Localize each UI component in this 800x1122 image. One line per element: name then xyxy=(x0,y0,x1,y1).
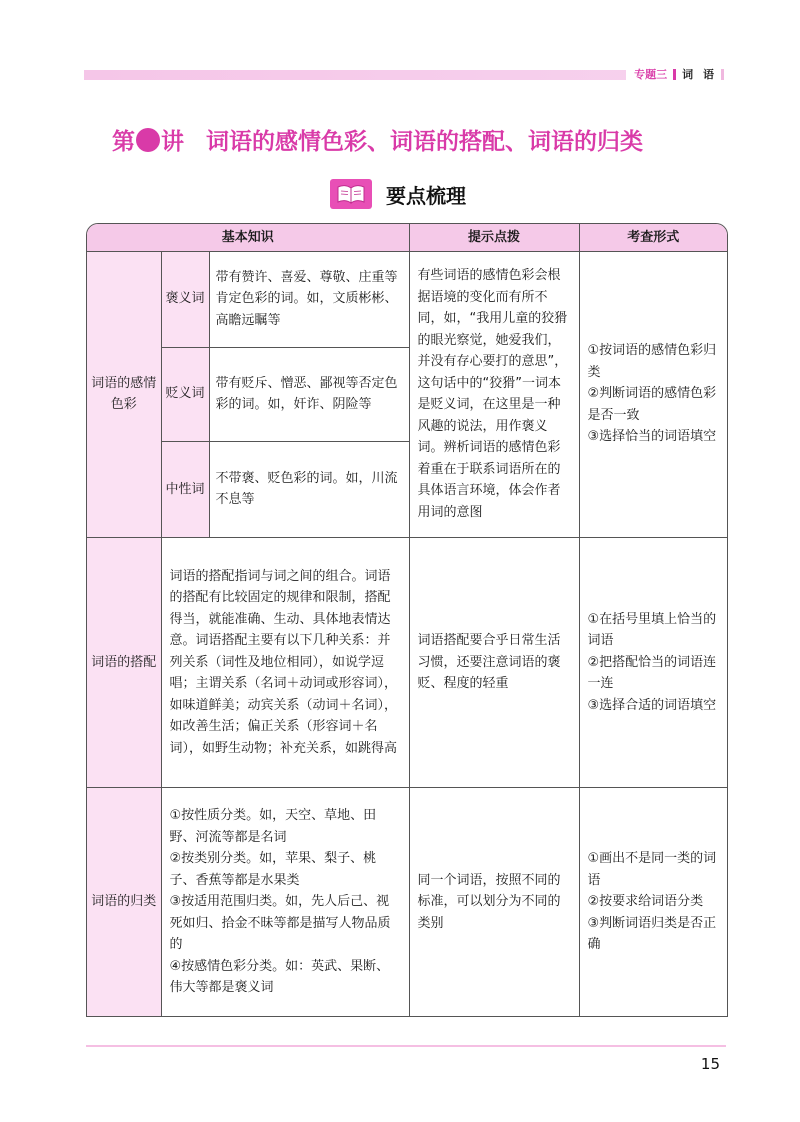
category-classification: 词语的归类 xyxy=(87,788,161,1016)
footer-line xyxy=(86,1045,726,1047)
header-divider xyxy=(673,69,676,80)
header-end-mark xyxy=(721,69,724,80)
running-header xyxy=(626,64,728,84)
subtype-neutral: 中性词 xyxy=(161,441,209,537)
form-item: ②判断词语的感情色彩是否一致 xyxy=(587,386,717,423)
page-number: 15 xyxy=(700,1055,720,1073)
tip-classification: 同一个词语，按照不同的标准，可以划分为不同的类别 xyxy=(409,788,579,1016)
subtype-derogatory: 贬义词 xyxy=(161,347,209,441)
form-item: ③选择恰当的词语填空 xyxy=(587,429,717,445)
lesson-number-badge xyxy=(136,128,160,152)
topic-label: 词 语 xyxy=(682,68,717,81)
forms-collocation xyxy=(579,537,727,787)
header-basic-knowledge: 基本知识 xyxy=(87,224,409,251)
desc-neutral: 不带褒、贬色彩的词。如，川流不息等 xyxy=(209,441,409,537)
forms-classification xyxy=(579,788,727,1016)
form-item: ②按要求给词语分类 xyxy=(587,894,704,910)
list-item: ④按感情色彩分类。如：英武、果断、伟大等都是褒义词 xyxy=(169,958,390,996)
forms-emotion xyxy=(579,251,727,537)
form-item: ③选择合适的词语填空 xyxy=(587,697,717,713)
tip-collocation: 词语搭配要合乎日常生活习惯，还要注意词语的褒贬、程度的轻重 xyxy=(409,537,579,787)
desc-classification xyxy=(161,788,409,1016)
lesson-title xyxy=(112,122,732,156)
form-item: ③判断词语归类是否正确 xyxy=(587,915,717,953)
header-exam-forms: 考查形式 xyxy=(579,224,727,251)
list-item: ③按适用范围归类。如，先人后己、视死如归、拾金不昧等都是描写人物品质的 xyxy=(169,894,391,953)
category-collocation: 词语的搭配 xyxy=(87,537,161,787)
summary-table xyxy=(86,223,728,1017)
desc-collocation: 词语的搭配指词与词之间的组合。词语的搭配有比较固定的规律和限制，搭配得当，就能准确、生动、具体地表情达意。词语搭配主要有以下几种关系：并列关系（词性及地位相同），如说学逗唱；主谓关系（名词＋动词或形容词），如味道鲜美；动宾关系（动词＋名词），如改善生活；偏正关系（形容词＋名词），如野生动物；补充关系，如跳得高 xyxy=(161,537,409,787)
list-item: ①按性质分类。如，天空、草地、田野、河流等都是名词 xyxy=(169,808,377,845)
section-banner xyxy=(330,177,466,211)
header-tips: 提示点拨 xyxy=(409,224,579,251)
form-item: ②把搭配恰当的词语连一连 xyxy=(587,654,717,692)
desc-commendatory: 带有赞许、喜爱、尊敬、庄重等肯定色彩的词。如，文质彬彬、高瞻远瞩等 xyxy=(209,251,409,347)
tip-emotion: 有些词语的感情色彩会根据语境的变化而有所不同，如，“我用儿童的狡猾的眼光察觉，她爱我们，并没有存心要打的意思”，这句话中的“狡猾”一词本是贬义词，在这里是一种风趣的说法，用作褒义词。辨析词语的感情色彩着重在于联系词语所在的具体语言环境，体会作者用词的意图 xyxy=(409,251,579,537)
lesson-prefix: 第 xyxy=(112,128,135,155)
open-book-icon xyxy=(330,179,372,209)
lesson-title-text: 词语的感情色彩、词语的搭配、词语的归类 xyxy=(206,128,643,155)
form-item: ①在括号里填上恰当的词语 xyxy=(587,611,717,649)
lesson-suffix: 讲 xyxy=(161,128,184,155)
desc-derogatory: 带有贬斥、憎恶、鄙视等否定色彩的词。如，奸诈、阴险等 xyxy=(209,347,409,441)
list-item: ②按类别分类。如，苹果、梨子、桃子、香蕉等都是水果类 xyxy=(169,851,377,888)
form-item: ①画出不是同一类的词语 xyxy=(587,851,717,888)
category-emotion: 词语的感情色彩 xyxy=(87,251,161,537)
series-label: 专题三 xyxy=(634,68,668,81)
form-item: ①按词语的感情色彩归类 xyxy=(587,343,717,380)
section-title: 要点梳理 xyxy=(386,183,466,208)
subtype-commendatory: 褒义词 xyxy=(161,251,209,347)
